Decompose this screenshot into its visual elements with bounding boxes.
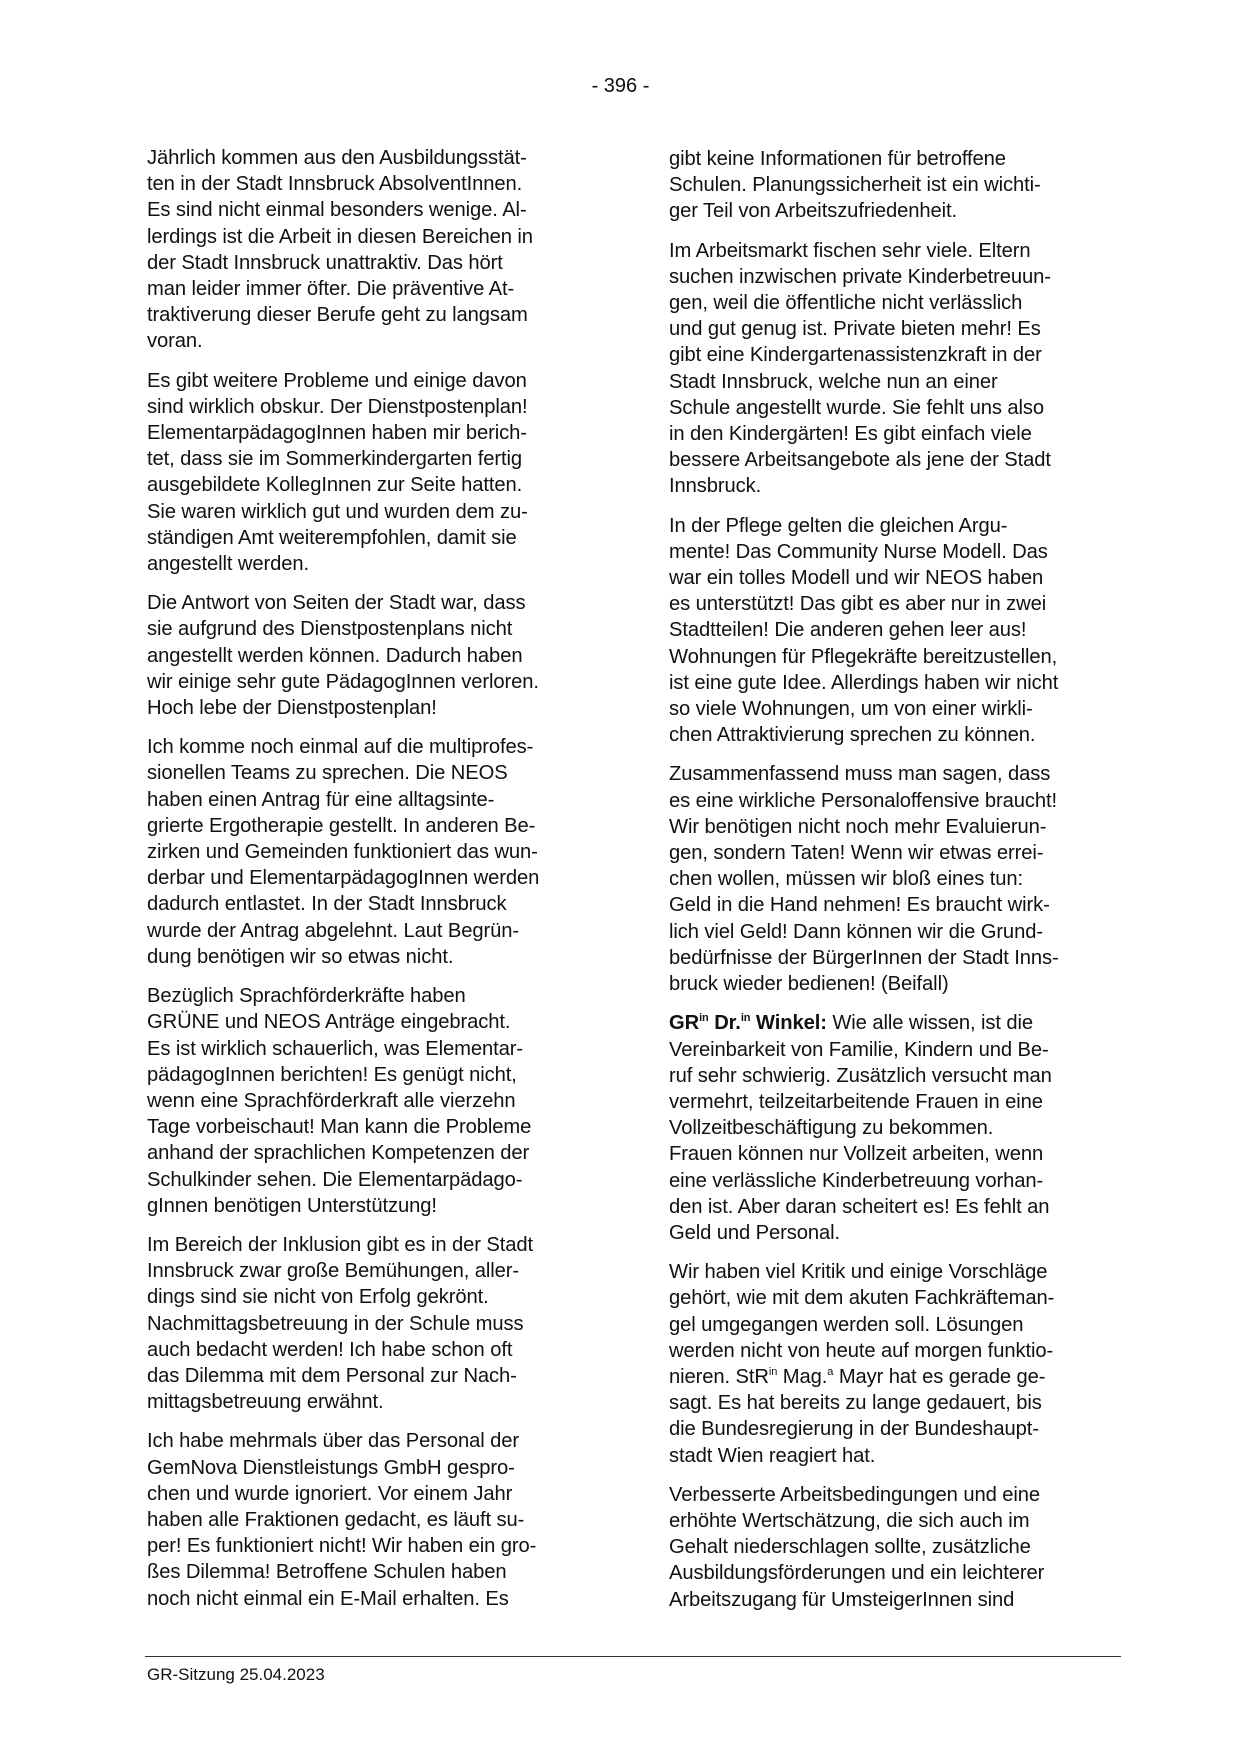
speaker-title-dr: Dr.	[714, 1012, 741, 1035]
speaker-name	[669, 1012, 827, 1034]
text-line: gibt eine Kindergartenassistenzkraft in der	[669, 344, 1042, 367]
text-line: Ich habe mehrmals über das Personal der	[147, 1430, 520, 1453]
paragraph	[147, 734, 600, 970]
text-line: das Dilemma mit dem Personal zur Nach-	[147, 1364, 517, 1387]
text-line: angestellt werden.	[147, 553, 310, 576]
text-line: gehört, wie mit dem akuten Fachkräfteman-	[669, 1287, 1055, 1310]
text-line: Verbesserte Arbeitsbedingungen und eine	[669, 1483, 1040, 1506]
text-fragment: Mayr hat es gerade ge-	[838, 1365, 1046, 1388]
text-line: GRÜNE und NEOS Anträge eingebracht.	[147, 1011, 511, 1034]
text-line: Stadtteilen! Die anderen gehen leer aus!	[669, 619, 1027, 642]
text-line: noch nicht einmal ein E-Mail erhalten. Es	[147, 1587, 509, 1610]
text-line: Wir haben viel Kritik und einige Vorschläge	[669, 1261, 1048, 1284]
text-line: ausgebildete KollegInnen zur Seite hatten.	[147, 474, 523, 497]
text-line: ist eine gute Idee. Allerdings haben wir nicht	[669, 671, 1059, 694]
text-line: Schule angestellt wurde. Sie fehlt uns also	[669, 396, 1045, 419]
text-line: Hoch lebe der Dienstpostenplan!	[147, 697, 437, 720]
text-line: man leider immer öfter. Die präventive At-	[147, 278, 515, 301]
text-line: es unterstützt! Das gibt es aber nur in zwei	[669, 593, 1047, 616]
text-line: bruck wieder bedienen! (Beifall)	[669, 973, 949, 996]
paragraph	[669, 1259, 1122, 1469]
text-line: ger Teil von Arbeitszufriedenheit.	[669, 200, 957, 223]
text-line: sind wirklich obskur. Der Dienstpostenplan!	[147, 395, 528, 418]
text-line: es eine wirkliche Personaloffensive braucht!	[669, 789, 1057, 812]
text-line: Vollzeitbeschäftigung zu bekommen.	[669, 1117, 994, 1140]
text-line: Arbeitszugang für UmsteigerInnen sind	[669, 1588, 1015, 1611]
text-line: sie aufgrund des Dienstpostenplans nicht	[147, 618, 513, 641]
text-line: Im Bereich der Inklusion gibt es in der Stadt	[147, 1233, 533, 1256]
paragraph	[147, 1232, 600, 1415]
text-line: dadurch entlastet. In der Stadt Innsbruck	[147, 893, 507, 916]
text-line: gen, weil die öffentliche nicht verlässlich	[669, 292, 1023, 315]
text-line: mente! Das Community Nurse Modell. Das	[669, 540, 1048, 563]
speech-text: Wie alle wissen, ist die	[832, 1012, 1034, 1035]
paragraph	[147, 983, 600, 1219]
text-line: In der Pflege gelten die gleichen Argu-	[669, 514, 1008, 537]
text-line: tet, dass sie im Sommerkindergarten fertig	[147, 448, 523, 471]
text-line: Schulkinder sehen. Die Elementarpädago-	[147, 1168, 523, 1191]
speaker-title-dr-sup: in	[740, 1012, 751, 1025]
text-line: ten in der Stadt Innsbruck AbsolventInnen.	[147, 173, 523, 196]
text-line: in den Kindergärten! Es gibt einfach viele	[669, 423, 1032, 446]
text-line: pädagogInnen berichten! Es genügt nicht,	[147, 1063, 517, 1086]
text-line: Ich komme noch einmal auf die multiprofes-	[147, 736, 534, 759]
text-line: Wir benötigen nicht noch mehr Evaluierun-	[669, 815, 1047, 838]
text-line: Die Antwort von Seiten der Stadt war, dass	[147, 592, 526, 615]
title-mag: Mag.	[782, 1365, 828, 1388]
text-line: chen und wurde ignoriert. Vor einem Jahr	[147, 1482, 513, 1505]
text-line	[669, 1364, 1122, 1390]
text-line: Sie waren wirklich gut und wurden dem zu-	[147, 500, 528, 523]
text-line: Wohnungen für Pflegekräfte bereitzustellen,	[669, 645, 1058, 668]
text-line: gibt keine Informationen für betroffene	[669, 148, 1006, 170]
text-line: chen wollen, müssen wir bloß eines tun:	[669, 868, 1024, 891]
title-str-sup: in	[768, 1365, 778, 1378]
text-line: voran.	[147, 330, 203, 353]
text-line: zirken und Gemeinden funktioniert das wun-	[147, 841, 538, 864]
text-line: Stadt Innsbruck, welche nun an einer	[669, 370, 998, 393]
paragraph	[669, 146, 1122, 225]
text-line: dung benötigen wir so etwas nicht.	[147, 945, 454, 968]
text-line: GemNova Dienstleistungs GmbH gespro-	[147, 1456, 515, 1479]
text-line: suchen inzwischen private Kinderbetreuun-	[669, 265, 1051, 288]
text-line: bedürfnisse der BürgerInnen der Stadt Inns-	[669, 946, 1059, 969]
text-line: Innsbruck.	[669, 475, 762, 498]
paragraph	[669, 1482, 1122, 1613]
text-line: Schulen. Planungssicherheit ist ein wichti-	[669, 174, 1041, 197]
paragraph	[147, 1428, 600, 1611]
text-line: werden nicht von heute auf morgen funktio-	[669, 1339, 1054, 1362]
text-line: erhöhte Wertschätzung, die sich auch im	[669, 1509, 1030, 1532]
text-line: vermehrt, teilzeitarbeitende Frauen in eine	[669, 1090, 1043, 1113]
text-line: der Stadt Innsbruck unattraktiv. Das hört	[147, 251, 503, 274]
text-line: gel umgegangen werden soll. Lösungen	[669, 1313, 1024, 1336]
text-line: Es gibt weitere Probleme und einige davon	[147, 369, 527, 392]
text-line: Nachmittagsbetreuung in der Schule muss	[147, 1312, 524, 1335]
text-line: war ein tolles Modell und wir NEOS haben	[669, 567, 1044, 590]
text-line: Es ist wirklich schauerlich, was Elementar-	[147, 1037, 524, 1060]
text-line: derbar und ElementarpädagogInnen werden	[147, 867, 540, 890]
paragraph	[669, 513, 1122, 749]
text-line: bessere Arbeitsangebote als jene der Stadt	[669, 449, 1051, 472]
speaker-title-gr-sup: in	[699, 1012, 709, 1025]
footer-divider	[145, 1656, 1121, 1657]
paragraph	[669, 238, 1122, 500]
text-line	[669, 1010, 1122, 1036]
text-line: Geld in die Hand nehmen! Es braucht wirk-	[669, 894, 1050, 917]
left-column	[147, 145, 600, 1625]
title-mag-sup: a	[827, 1365, 834, 1378]
text-line: Ausbildungsförderungen und ein leichterer	[669, 1562, 1045, 1585]
text-line: per! Es funktioniert nicht! Wir haben ein gro-	[147, 1535, 537, 1558]
text-line: Geld und Personal.	[669, 1221, 841, 1244]
text-line: ElementarpädagogInnen haben mir berich-	[147, 422, 527, 445]
text-line: gInnen benötigen Unterstützung!	[147, 1194, 437, 1217]
text-line: und gut genug ist. Private bieten mehr! Es	[669, 318, 1041, 341]
text-line: haben einen Antrag für eine alltagsinte-	[147, 788, 495, 811]
text-line: Tage vorbeischaut! Man kann die Probleme	[147, 1116, 532, 1139]
paragraph	[147, 590, 600, 721]
text-line: stadt Wien reagiert hat.	[669, 1444, 876, 1467]
title-str: StR	[735, 1365, 769, 1388]
page-number: - 396 -	[591, 75, 650, 97]
text-line: gen, sondern Taten! Wenn wir etwas errei-	[669, 842, 1044, 865]
text-line: ßes Dilemma! Betroffene Schulen haben	[147, 1561, 507, 1584]
text-line: Frauen können nur Vollzeit arbeiten, wenn	[669, 1143, 1044, 1166]
text-line: traktiverung dieser Berufe geht zu langsam	[147, 304, 528, 327]
text-line: Bezüglich Sprachförderkräfte haben	[147, 985, 466, 1008]
text-line: Gehalt niederschlagen sollte, zusätzliche	[669, 1536, 1031, 1559]
text-line: den ist. Aber daran scheitert es! Es fehlt an	[669, 1195, 1050, 1218]
speaker-surname: Winkel:	[755, 1012, 827, 1035]
paragraph	[147, 368, 600, 578]
text-line: haben alle Fraktionen gedacht, es läuft su-	[147, 1508, 525, 1531]
text-line: mittagsbetreuung erwähnt.	[147, 1391, 384, 1414]
text-line: eine verlässliche Kinderbetreuung vorhan-	[669, 1169, 1044, 1192]
text-line: die Bundesregierung in der Bundeshaupt-	[669, 1418, 1039, 1441]
text-line: Jährlich kommen aus den Ausbildungsstät-	[147, 147, 527, 169]
text-line: so viele Wohnungen, um von einer wirkli-	[669, 698, 1033, 721]
paragraph	[669, 761, 1122, 997]
speaker-title-gr: GR	[669, 1012, 700, 1035]
text-line: lich viel Geld! Dann können wir die Grund-	[669, 920, 1043, 943]
text-line: anhand der sprachlichen Kompetenzen der	[147, 1142, 530, 1165]
text-line: auch bedacht werden! Ich habe schon oft	[147, 1338, 513, 1361]
text-fragment: nieren.	[669, 1365, 731, 1388]
text-line: Innsbruck zwar große Bemühungen, aller-	[147, 1260, 519, 1283]
text-line: Es sind nicht einmal besonders wenige. Al-	[147, 199, 527, 222]
paragraph-speaker-winkel	[669, 1010, 1122, 1246]
text-line: wenn eine Sprachförderkraft alle vierzehn	[147, 1089, 516, 1112]
text-line: wir einige sehr gute PädagogInnen verloren.	[147, 670, 539, 693]
paragraph	[147, 145, 600, 355]
text-line: grierte Ergotherapie gestellt. In anderen Be-	[147, 814, 536, 837]
text-line: sagt. Es hat bereits zu lange gedauert, bis	[669, 1392, 1042, 1415]
text-line: Im Arbeitsmarkt fischen sehr viele. Eltern	[669, 239, 1031, 262]
text-line: angestellt werden können. Dadurch haben	[147, 644, 523, 667]
footer-session-date: GR-Sitzung 25.04.2023	[147, 1665, 325, 1684]
right-column	[669, 146, 1122, 1626]
text-line: Vereinbarkeit von Familie, Kindern und Be-	[669, 1038, 1049, 1061]
text-line: lerdings ist die Arbeit in diesen Bereichen in	[147, 225, 533, 248]
text-line: sionellen Teams zu sprechen. Die NEOS	[147, 762, 508, 785]
text-line: Zusammenfassend muss man sagen, dass	[669, 763, 1051, 786]
text-line: ständigen Amt weiterempfohlen, damit sie	[147, 526, 517, 549]
text-line: ruf sehr schwierig. Zusätzlich versucht man	[669, 1064, 1052, 1087]
text-line: chen Attraktivierung sprechen zu können.	[669, 724, 1036, 747]
text-line: dings sind sie nicht von Erfolg gekrönt.	[147, 1286, 489, 1309]
text-line: wurde der Antrag abgelehnt. Laut Begrün-	[147, 919, 519, 942]
